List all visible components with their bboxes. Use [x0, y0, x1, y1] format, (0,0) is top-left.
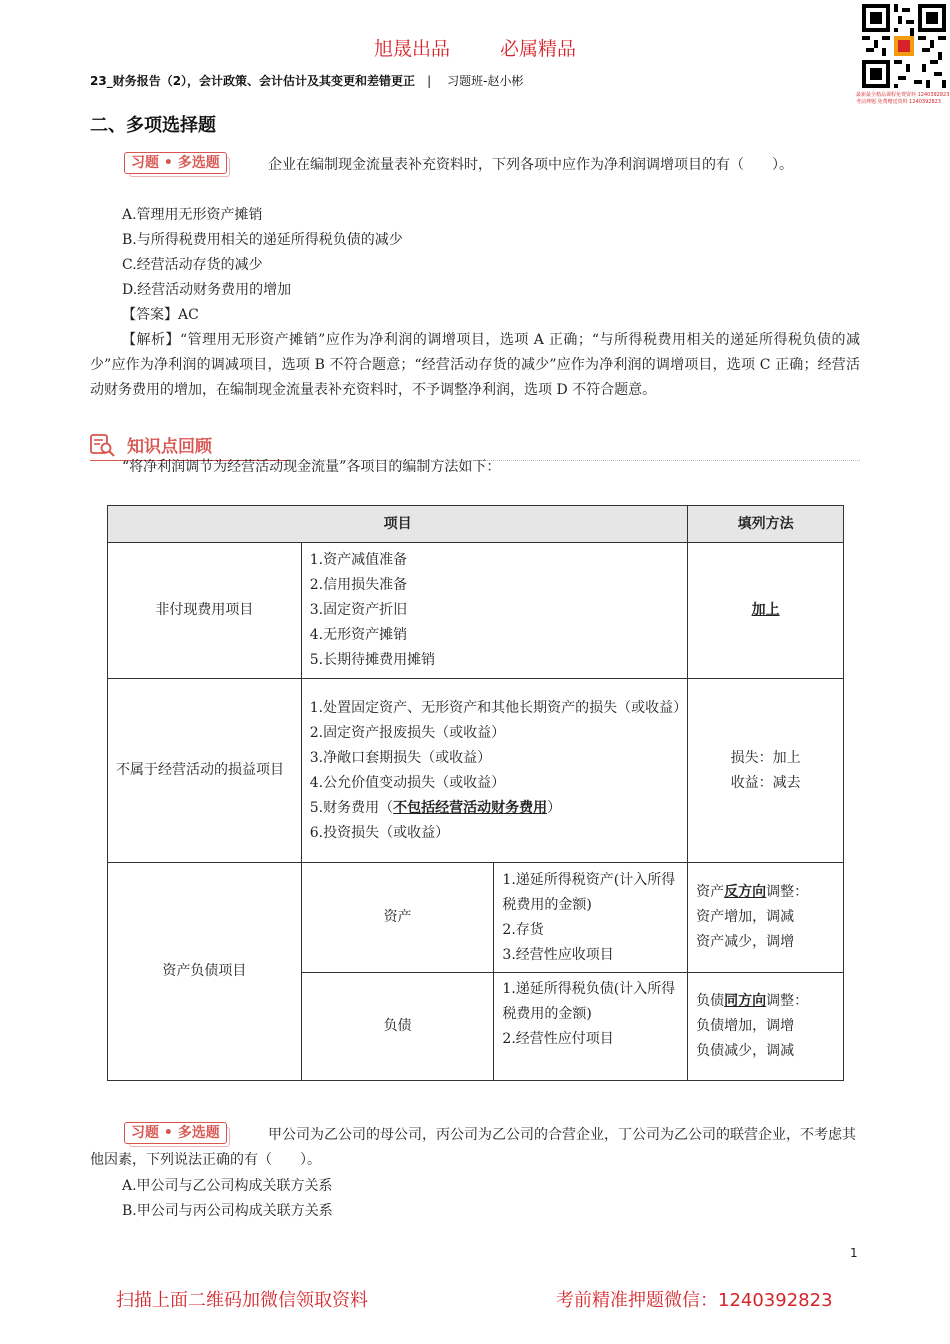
list-item: 6.投资损失（或收益）: [309, 824, 450, 841]
asset-method-suffix: 调整：: [766, 884, 809, 900]
row1-items: [301, 543, 687, 679]
question-badge: 习题 • 多选题: [124, 152, 227, 174]
asset-method-prefix: 资产: [696, 884, 725, 900]
list-item: 4.无形资产摊销: [309, 627, 408, 643]
list-item: [310, 796, 681, 821]
liability-method: [688, 973, 844, 1081]
row2-category: 不属于经营活动的损益项目: [108, 679, 302, 863]
list-item: 1.递延所得税负债(计入所得税费用的金额): [502, 981, 676, 1022]
magnifier-document-icon: [90, 433, 116, 457]
table-row: [108, 679, 844, 863]
liability-method-prefix: 负债: [696, 993, 725, 1009]
qr-code: [862, 4, 946, 88]
qr-note-line1: 最新最全精品课程免费资料 1240392823: [856, 92, 950, 98]
list-item: 3.经营性应收项目: [502, 946, 614, 963]
header-item: 项目: [108, 506, 688, 543]
list-item: 2.经营性应付项目: [502, 1031, 614, 1047]
q2-option-b: B.甲公司与丙公司构成关联方关系: [122, 1203, 333, 1219]
knowledge-intro: “将净利润调节为经营活动现金流量”各项目的编制方法如下：: [122, 459, 501, 475]
table-row: [108, 543, 844, 679]
asset-method-rule: [696, 880, 837, 905]
qr-note: [856, 92, 950, 106]
footer-left: 扫描上面二维码加微信领取资料: [116, 1290, 368, 1311]
item5-emphasis: 不包括经营活动财务费用: [393, 799, 548, 816]
brand-right: 必属精品: [500, 38, 577, 60]
liability-method-decrease: 负债减少，调减: [696, 1043, 795, 1059]
row2-items: [301, 679, 687, 863]
liability-method-emphasis: 同方向: [724, 993, 767, 1009]
q2-option-a: A.甲公司与乙公司构成关联方关系: [122, 1178, 333, 1194]
q1-option-d: D.经营活动财务费用的增加: [122, 282, 292, 298]
list-item: 4.公允价值变动损失（或收益）: [309, 774, 506, 791]
brand-left: 旭晟出品: [373, 38, 450, 60]
asset-method-emphasis: 反方向: [724, 884, 767, 900]
list-item: 2.信用损失准备: [309, 577, 408, 593]
liability-method-suffix: 调整：: [766, 993, 809, 1009]
brand-banner: [0, 34, 950, 61]
liability-items: [494, 973, 688, 1081]
asset-label: 资产: [301, 863, 494, 973]
question-badge: 习题 • 多选题: [124, 1122, 227, 1144]
list-item: 1.处置固定资产、无形资产和其他长期资产的损失（或收益）: [309, 699, 688, 716]
header-separator: |: [427, 74, 432, 88]
item5-suffix: ）: [547, 799, 562, 816]
liability-method-increase: 负债增加，调增: [696, 1018, 795, 1034]
page-number: 1: [850, 1246, 858, 1260]
list-item: 2.固定资产报废损失（或收益）: [309, 724, 506, 741]
list-item: 2.存货: [502, 921, 544, 938]
section-title: 二、多项选择题: [90, 115, 216, 136]
q1-stem: 企业在编制现金流量表补充资料时，下列各项中应作为净利润调增项目的有（ ）。: [268, 157, 793, 173]
q1-analysis: 【解析】“管理用无形资产摊销”应作为净利润的调增项目，选项 A 正确；“与所得税费用相关的递延所得税负债的减少”应作为净利润的调减项目，选项 B 不符合题意；“经营活动存货的减少”应作为净利润的调增项目，选项 C 正确；经营活动财务费用的增加，在编制现金流量表补充资料时，不予调整净利润，选项 D 不符合题意。: [90, 332, 860, 398]
list-item: 1.资产减值准备: [309, 552, 408, 568]
item5-prefix: 5.财务费用（: [309, 799, 394, 816]
row3-category: 资产负债项目: [108, 863, 302, 1081]
q1-answer: 【答案】AC: [122, 307, 199, 323]
liability-method-rule: [696, 989, 837, 1014]
q1-option-c: C.经营活动存货的减少: [122, 257, 263, 273]
q1-option-b: B.与所得税费用相关的递延所得税负债的减少: [122, 232, 403, 248]
table-row: [108, 863, 844, 973]
adjustment-table: [107, 505, 844, 1081]
class-name: 习题班-赵小彬: [447, 74, 524, 88]
list-item: 3.固定资产折旧: [309, 602, 408, 618]
asset-method-increase: 资产增加，调减: [696, 909, 795, 925]
method-gain: 收益：减去: [730, 774, 801, 791]
row1-method: [688, 543, 844, 679]
method-loss: 损失：加上: [730, 749, 801, 766]
q1-option-a: A.管理用无形资产摊销: [122, 207, 263, 223]
doc-title: 23_财务报告（2），会计政策、会计估计及其变更和差错更正: [90, 74, 416, 88]
asset-items: [494, 863, 688, 973]
row2-method: [688, 679, 844, 863]
list-item: 1.递延所得税资产(计入所得税费用的金额): [502, 871, 676, 913]
method-add: 加上: [751, 602, 780, 618]
footer-right: 考前精准押题微信：1240392823: [556, 1290, 833, 1311]
list-item: 3.净敞口套期损失（或收益）: [309, 749, 492, 766]
asset-method-decrease: 资产减少，调增: [696, 934, 795, 950]
table-header-row: [108, 506, 844, 543]
asset-method: [688, 863, 844, 973]
knowledge-title: 知识点回顾: [127, 437, 212, 457]
row1-category: 非付现费用项目: [108, 543, 302, 679]
header-method: 填列方法: [688, 506, 844, 543]
liability-label: 负债: [301, 973, 494, 1081]
qr-note-line2: 考前押题 免费赠送资料 1240392823: [856, 99, 941, 105]
doc-header: [90, 72, 523, 89]
list-item: 5.长期待摊费用摊销: [309, 652, 436, 668]
q2-stem: 甲公司为乙公司的母公司，丙公司为乙公司的合营企业，丁公司为乙公司的联营企业，不考虑其他因素，下列说法正确的有（ ）。: [90, 1127, 856, 1168]
